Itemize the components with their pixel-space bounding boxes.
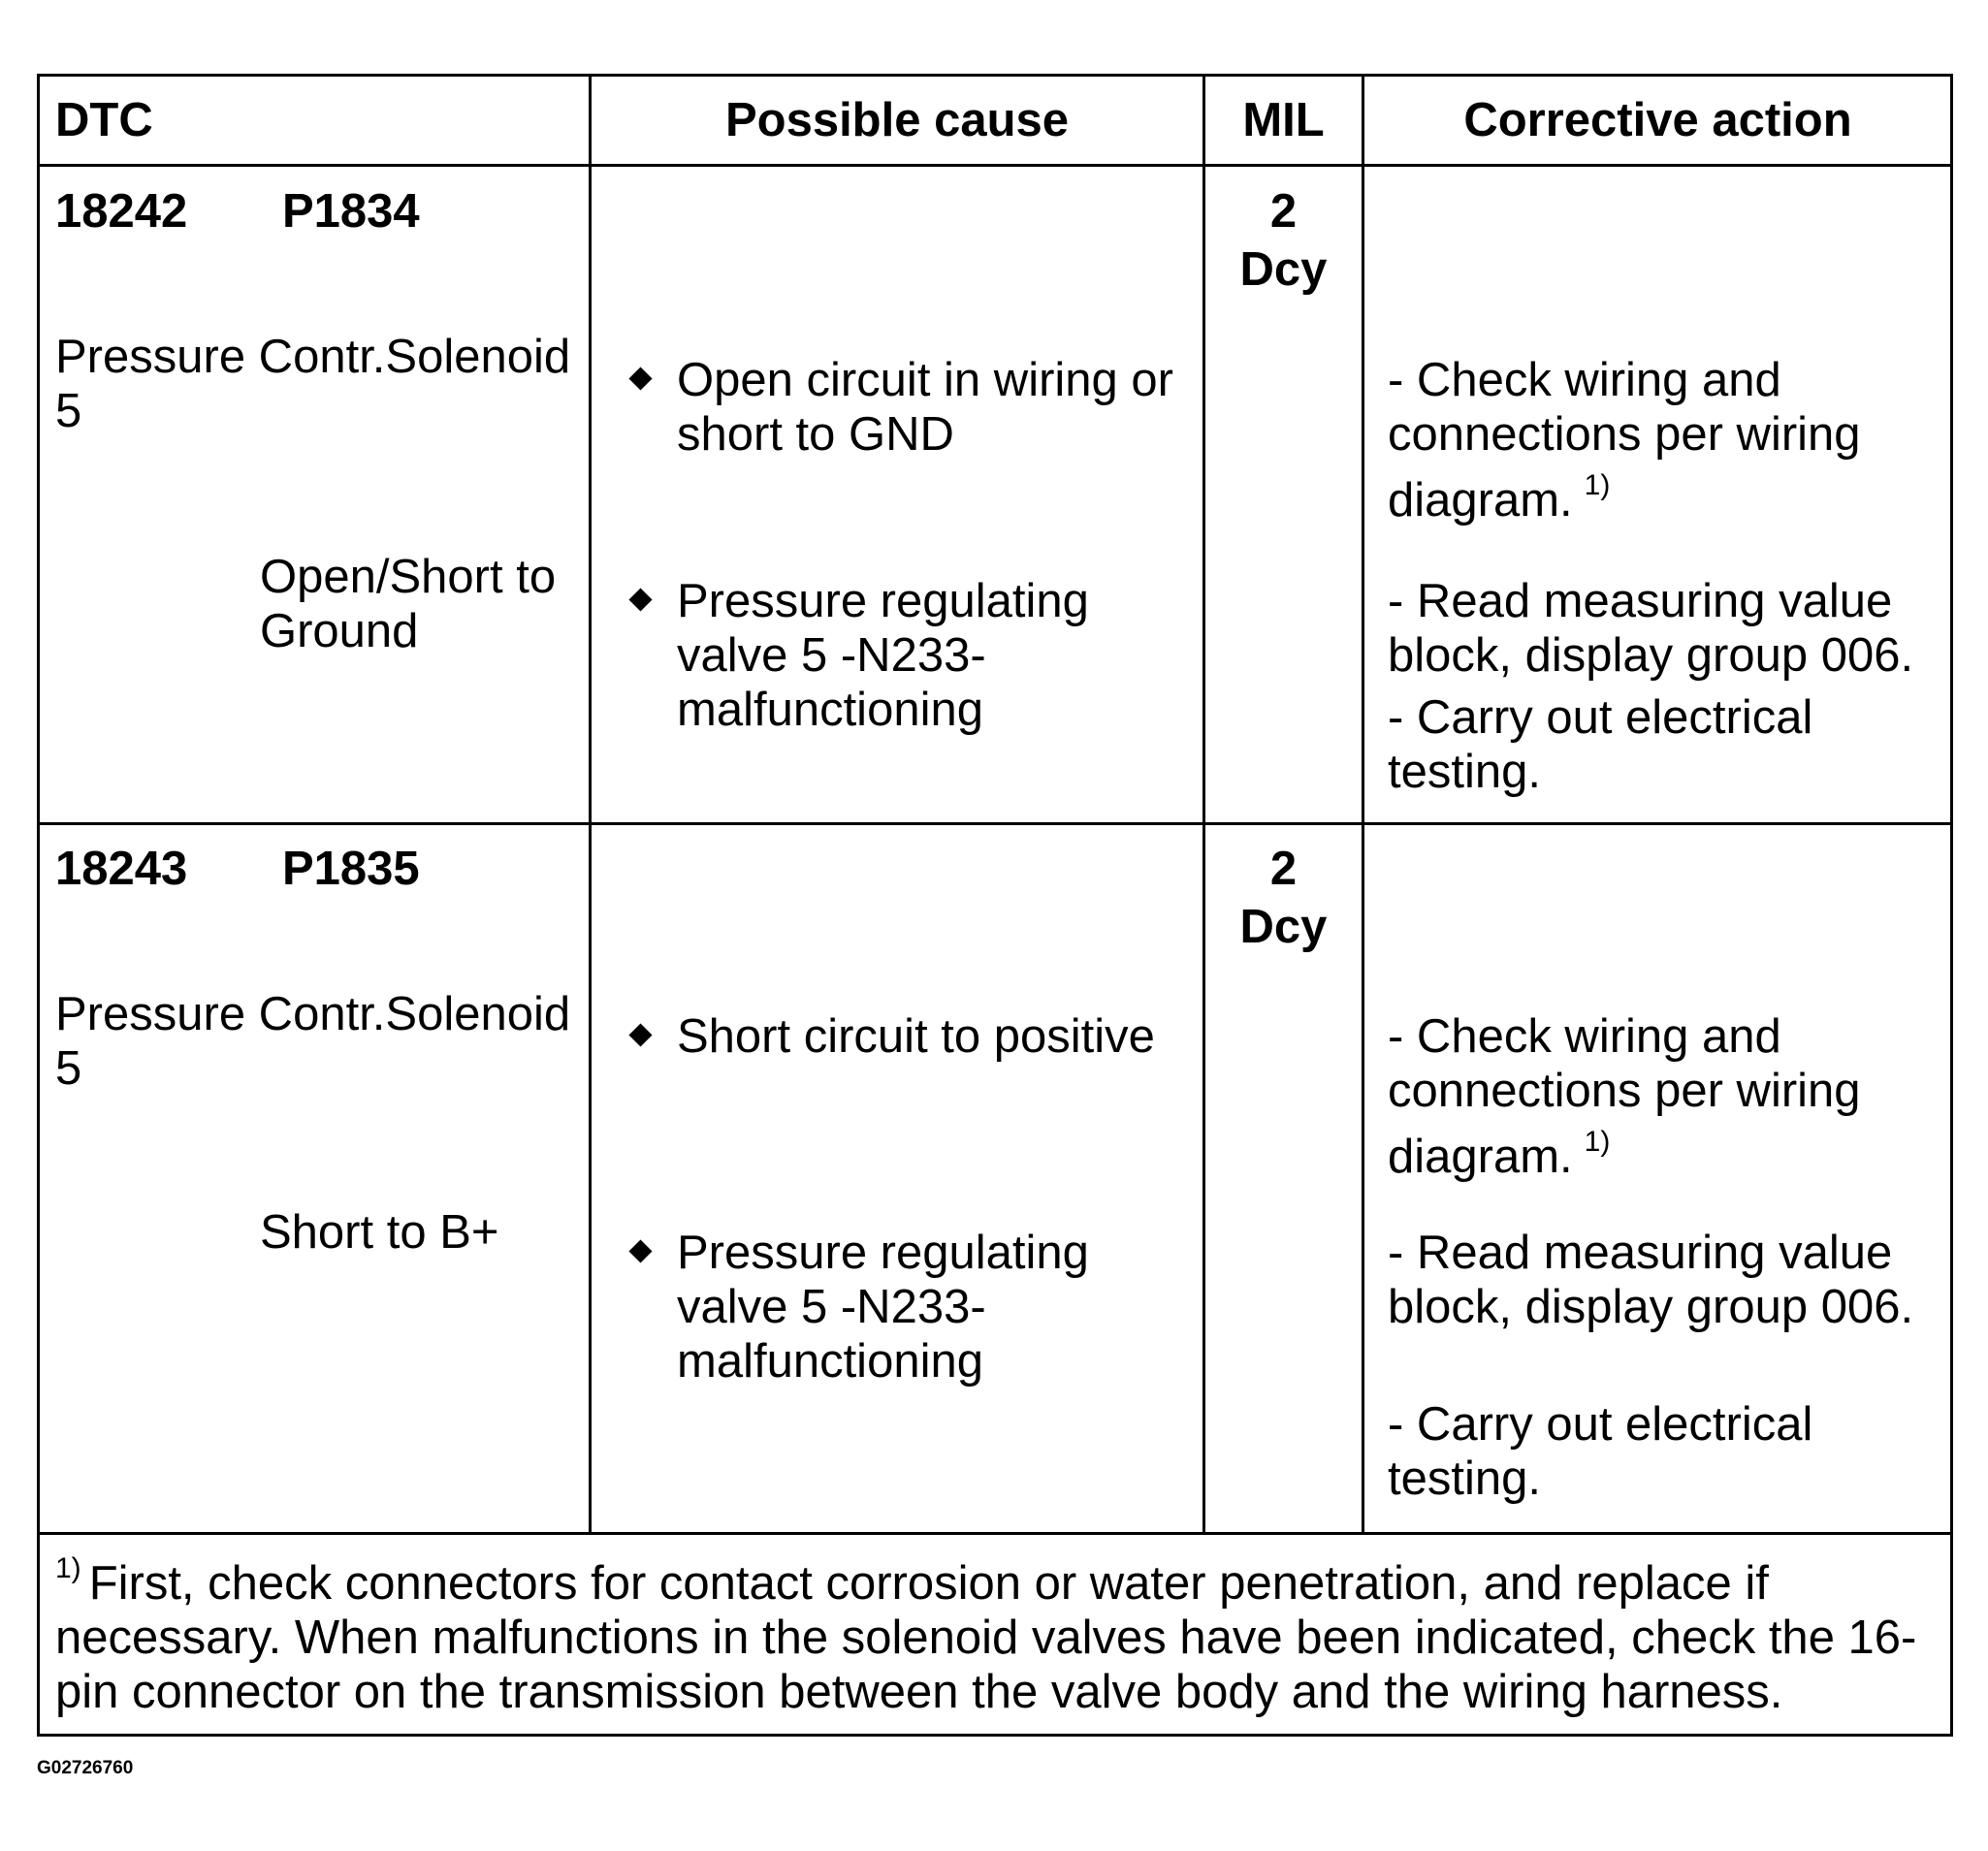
component-name: Pressure Contr.Solenoid bbox=[55, 331, 571, 383]
component-name-cont: 5 bbox=[55, 385, 82, 437]
action-item: - Carry out electrical bbox=[1388, 1398, 1813, 1451]
header-mil: MIL bbox=[1242, 94, 1325, 146]
bullet-icon bbox=[628, 1239, 652, 1262]
action-item-cont: block, display group 006. bbox=[1388, 1281, 1914, 1333]
action-text: diagram. bbox=[1388, 474, 1573, 527]
component-name: Pressure Contr.Solenoid bbox=[55, 988, 571, 1040]
footnote bbox=[55, 1552, 1769, 1617]
action-item: - Read measuring value bbox=[1388, 1227, 1893, 1279]
action-text: diagram. bbox=[1388, 1131, 1573, 1183]
header-corrective-action: Corrective action bbox=[1463, 94, 1852, 146]
table-border-bottom bbox=[37, 1734, 1953, 1737]
cause-item-cont: malfunctioning bbox=[677, 1335, 983, 1388]
header-possible-cause: Possible cause bbox=[724, 94, 1070, 146]
cause-item: Short circuit to positive bbox=[677, 1010, 1155, 1063]
footnote-marker: 1) bbox=[55, 1552, 81, 1584]
table-border-left bbox=[37, 74, 40, 1737]
action-item: - Check wiring and bbox=[1388, 1010, 1781, 1063]
action-item-cont: testing. bbox=[1388, 1452, 1541, 1505]
header-dtc: DTC bbox=[55, 94, 153, 146]
mil-value: 2 bbox=[1269, 843, 1298, 895]
table-border-right bbox=[1950, 74, 1953, 1737]
mil-value: 2 bbox=[1269, 185, 1298, 238]
bullet-icon bbox=[628, 1023, 652, 1046]
cause-item: Pressure regulating bbox=[677, 575, 1089, 627]
action-item: - Read measuring value bbox=[1388, 575, 1893, 627]
action-item-cont: connections per wiring bbox=[1388, 1065, 1861, 1117]
cause-item-cont: valve 5 -N233- bbox=[677, 1281, 986, 1333]
action-item: - Check wiring and bbox=[1388, 354, 1781, 406]
header-divider bbox=[37, 164, 1953, 167]
mil-unit: Dcy bbox=[1239, 901, 1328, 953]
footnote-cont: pin connector on the transmission between the valve body and the wiring harness. bbox=[55, 1666, 1783, 1718]
footnote-text: First, check connectors for contact corrosion or water penetration, and replace if bbox=[88, 1557, 1769, 1610]
cause-item: Open circuit in wiring or bbox=[677, 354, 1173, 406]
obd-code: P1834 bbox=[282, 185, 420, 238]
action-item-cont: block, display group 006. bbox=[1388, 629, 1914, 682]
dtc-code: 18243 bbox=[55, 843, 188, 895]
footnote-ref: 1) bbox=[1584, 469, 1611, 501]
table-border-top bbox=[37, 74, 1953, 77]
bullet-icon bbox=[628, 367, 652, 390]
fault-type: Short to B+ bbox=[260, 1206, 499, 1259]
row-divider bbox=[37, 822, 1953, 825]
action-item-cont: connections per wiring bbox=[1388, 408, 1861, 461]
figure-id: G02726760 bbox=[37, 1758, 134, 1778]
bullet-icon bbox=[628, 588, 652, 611]
action-item-cont bbox=[1388, 1126, 1611, 1191]
footnote-ref: 1) bbox=[1584, 1126, 1611, 1158]
footnote-divider bbox=[37, 1532, 1953, 1535]
dtc-code: 18242 bbox=[55, 185, 188, 238]
mil-unit: Dcy bbox=[1239, 243, 1328, 296]
action-item-cont: testing. bbox=[1388, 746, 1541, 798]
footnote-cont: necessary. When malfunctions in the solenoid valves have been indicated, check the 16- bbox=[55, 1612, 1917, 1664]
component-name-cont: 5 bbox=[55, 1042, 82, 1095]
cause-item-cont: malfunctioning bbox=[677, 684, 983, 736]
obd-code: P1835 bbox=[282, 843, 420, 895]
action-item-cont bbox=[1388, 469, 1611, 534]
fault-type: Open/Short to bbox=[260, 551, 557, 603]
cause-item: Pressure regulating bbox=[677, 1227, 1089, 1279]
action-item: - Carry out electrical bbox=[1388, 691, 1813, 744]
cause-item-cont: short to GND bbox=[677, 408, 954, 461]
cause-item-cont: valve 5 -N233- bbox=[677, 629, 986, 682]
fault-type-cont: Ground bbox=[260, 605, 419, 657]
column-divider-cause bbox=[589, 74, 592, 1534]
